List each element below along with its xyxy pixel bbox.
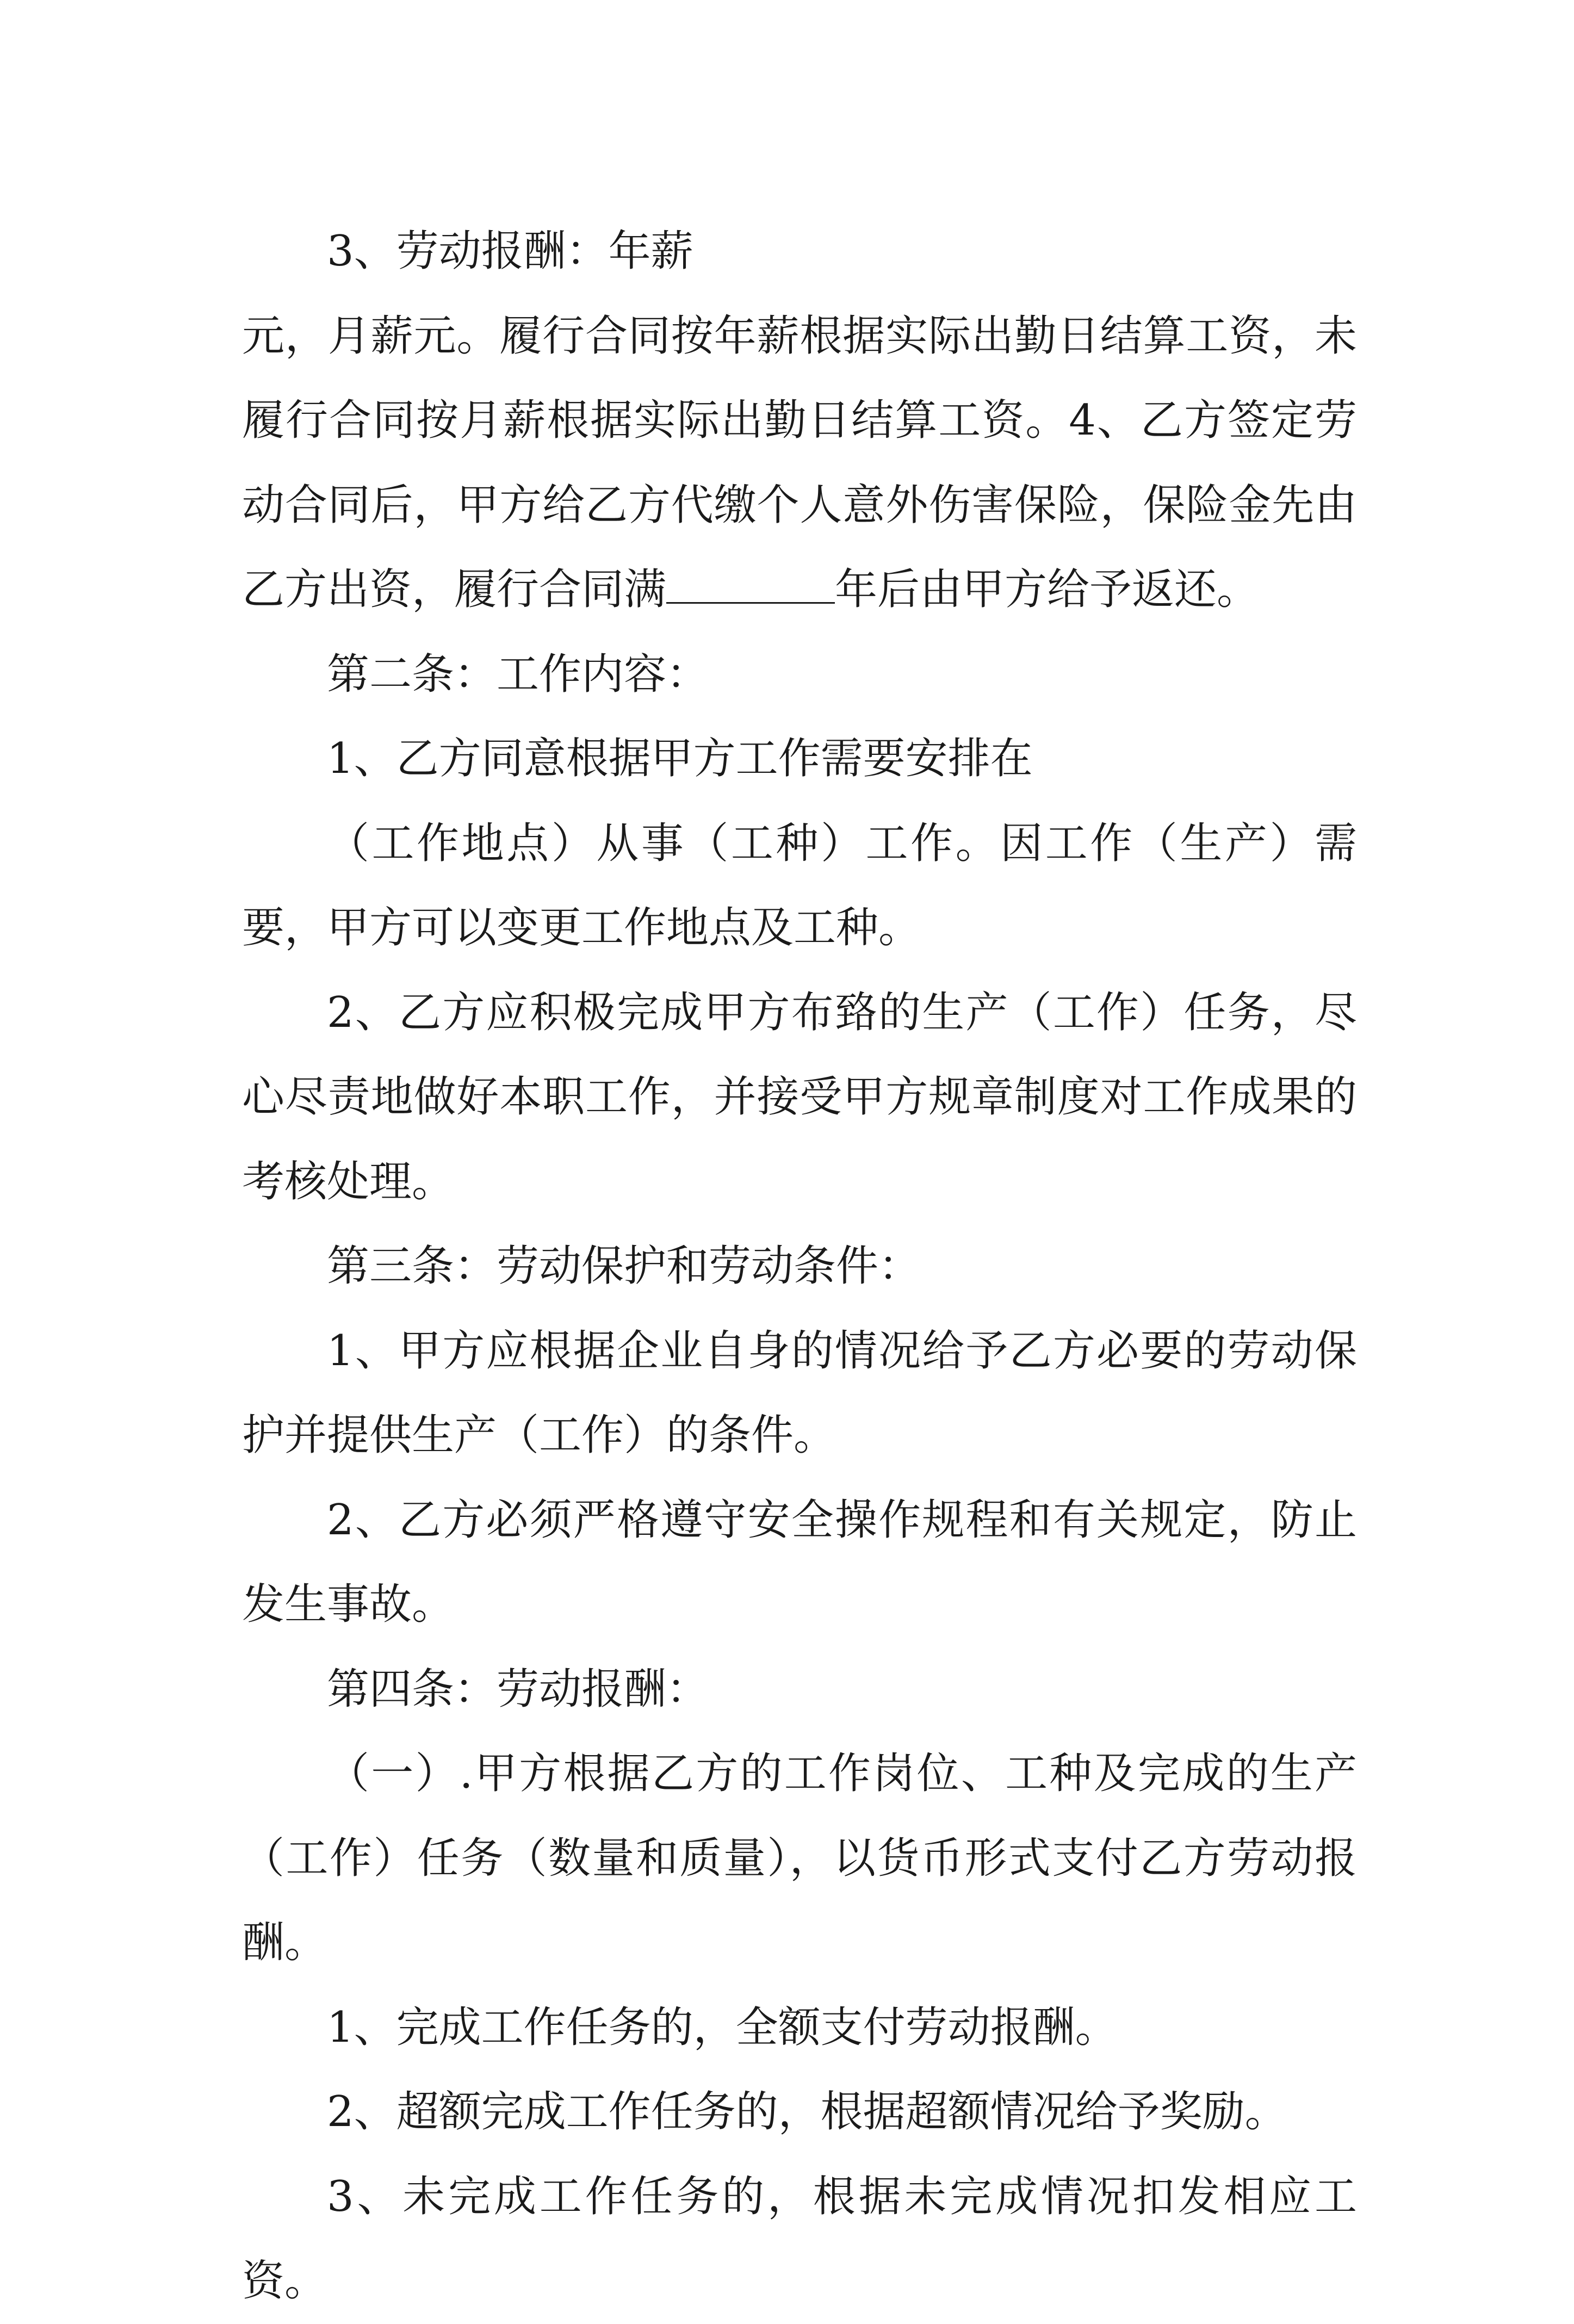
paragraph-work-arrangement: 1、乙方同意根据甲方工作需要安排在 (327, 734, 1033, 783)
salary-details-text: 元，月薪元。履行合同按年薪根据实际出勤日结算工资，未履行合同按月薪根据实际出勤日结算工资。4、乙方签定劳动合同后，甲方给乙方代缴个人意外伤害保险，保险金先由乙方出资，履行合同满 (242, 311, 1357, 614)
document-body (242, 209, 1357, 2324)
paragraph-protection-employer: 1、甲方应根据企业自身的情况给予乙方必要的劳动保护并提供生产（工作）的条件。 (242, 1326, 1357, 1460)
paragraph-salary-heading: 3、劳动报酬：年薪 (327, 227, 693, 276)
paragraph-work-location: （工作地点）从事（工种）工作。因工作（生产）需要，甲方可以变更工作地点及工种。 (242, 819, 1357, 952)
paragraph-work-duties: 2、乙方应积极完成甲方布臵的生产（工作）任务，尽心尽责地做好本职工作，并接受甲方规章制度对工作成果的考核处理。 (242, 988, 1357, 1206)
fill-in-blank-years (666, 569, 835, 604)
paragraph-remuneration-full: 1、完成工作任务的，全额支付劳动报酬。 (327, 2003, 1118, 2052)
paragraph-remuneration-deduction: 3、未完成工作任务的，根据未完成情况扣发相应工资。 (242, 2172, 1357, 2306)
paragraph-remuneration-bonus: 2、超额完成工作任务的，根据超额情况给予奖励。 (327, 2087, 1287, 2136)
paragraph-protection-employee: 2、乙方必须严格遵守安全操作规程和有关规定，防止发生事故。 (242, 1495, 1357, 1629)
article-four-heading: 第四条：劳动报酬： (327, 1664, 709, 1714)
article-three-heading: 第三条：劳动保护和劳动条件： (327, 1242, 921, 1291)
paragraph-salary-details (242, 294, 1357, 633)
article-two-heading: 第二条：工作内容： (327, 649, 709, 699)
salary-details-tail: 年后由甲方给予返还。 (835, 565, 1260, 614)
paragraph-remuneration-basis: （一）.甲方根据乙方的工作岗位、工种及完成的生产（工作）任务（数量和质量），以货币形式支付乙方劳动报酬。 (242, 1749, 1357, 1967)
